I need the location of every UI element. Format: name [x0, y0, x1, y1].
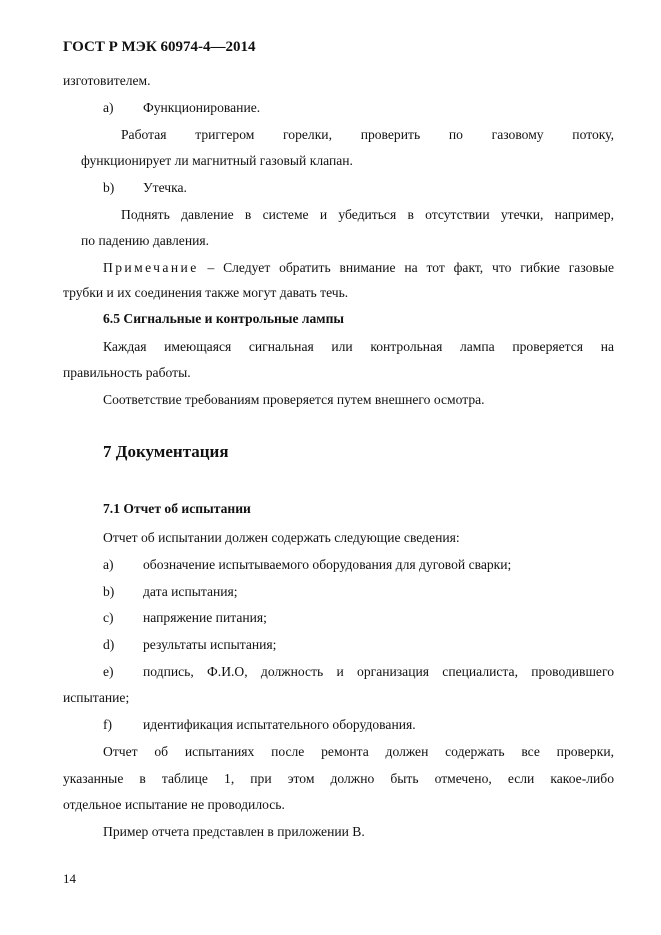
list-marker: b) [103, 584, 115, 599]
page-number: 14 [63, 871, 76, 886]
note-text: – Следует обратить внимание на тот факт, что гибкие газовые [198, 260, 614, 275]
paragraph-line: Каждая имеющаяся сигнальная или контрольная лампа проверяется на [103, 339, 614, 354]
list-item: обозначение испытываемого оборудования для дуговой сварки; [143, 557, 512, 572]
paragraph-line: отдельное испытание не проводилось. [63, 797, 285, 812]
paragraph: Отчет об испытании должен содержать следующие сведения: [103, 530, 460, 545]
paragraph-line: указанные в таблице 1, при этом должно быть отмечено, если какое-либо [63, 771, 614, 786]
list-item: дата испытания; [143, 584, 238, 599]
list-item: напряжение питания; [143, 610, 267, 625]
list-marker: a) [103, 100, 114, 115]
document-header: ГОСТ Р МЭК 60974-4—2014 [63, 39, 256, 55]
list-marker: c) [103, 610, 114, 625]
list-item-continuation: испытание; [63, 690, 130, 705]
paragraph-line: Поднять давление в системе и убедиться в отсутствии утечки, например, [121, 207, 614, 222]
note-line: трубки и их соединения также могут давать течь. [63, 285, 349, 300]
list-item-title: Функционирование. [143, 100, 261, 115]
list-marker: b) [103, 180, 115, 195]
section-heading: 6.5 Сигнальные и контрольные лампы [103, 311, 345, 326]
paragraph: Пример отчета представлен в приложении В. [103, 824, 365, 839]
paragraph-line: Отчет об испытаниях после ремонта должен содержать все проверки, [103, 744, 614, 759]
section-heading: 7.1 Отчет об испытании [103, 501, 251, 516]
paragraph: Соответствие требованиям проверяется путем внешнего осмотра. [103, 392, 485, 407]
list-marker: f) [103, 717, 113, 732]
list-item: результаты испытания; [143, 637, 277, 652]
note-label: Примечание [103, 260, 199, 275]
list-marker: d) [103, 637, 115, 652]
list-item: идентификация испытательного оборудования. [143, 717, 416, 732]
list-marker: e) [103, 664, 114, 679]
paragraph-line: по падению давления. [81, 233, 210, 248]
list-item-title: Утечка. [143, 180, 187, 195]
paragraph-line: Работая триггером горелки, проверить по газовому потоку, [121, 127, 614, 142]
note-line [103, 259, 614, 276]
chapter-heading: 7 Документация [103, 442, 229, 461]
continuation-text: изготовителем. [63, 73, 151, 88]
paragraph-line: правильность работы. [63, 365, 191, 380]
paragraph-line: функционирует ли магнитный газовый клапан. [81, 153, 353, 168]
list-item: подпись, Ф.И.О, должность и организация специалиста, проводившего [143, 664, 614, 679]
list-marker: a) [103, 557, 114, 572]
